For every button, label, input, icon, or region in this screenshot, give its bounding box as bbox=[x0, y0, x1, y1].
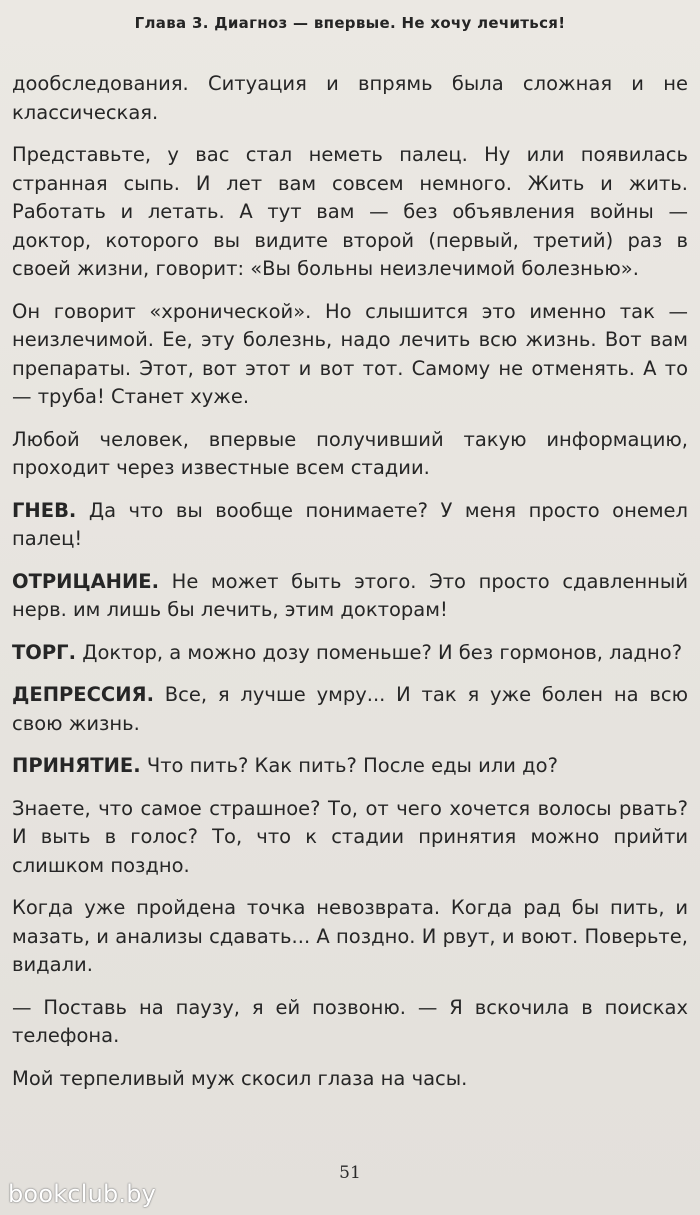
stage-label: ПРИНЯТИЕ. bbox=[12, 754, 141, 777]
stage-paragraph-acceptance bbox=[12, 752, 688, 781]
paragraph: Он говорит «хронической». Но слышится это именно так — неизлечимой. Ее, эту болезнь, надо лечить всю жизнь. Вот вам препараты. Этот, вот этот и вот тот. Самому не отменять. А то — труба! Станет хуже. bbox=[12, 299, 688, 408]
paragraph: Представьте, у вас стал неметь палец. Ну или появилась странная сыпь. И лет вам совсем немного. Жить и жить. Работать и летать. А тут вам — без объявления войны — доктор, которого вы видите второй (первый, третий) раз в своей жизни, говорит: «Вы больны неизлечимой болезнью». bbox=[12, 143, 688, 280]
stage-paragraph-depression bbox=[12, 681, 688, 738]
paragraph: Знаете, что самое страшное? То, от чего хочется волосы рвать? И выть в голос? То, что к стадии принятия можно прийти слишком поздно. bbox=[12, 796, 688, 877]
page-number: 51 bbox=[339, 1163, 361, 1183]
paragraph: — Поставь на паузу, я ей позвоню. — Я вскочила в поисках телефона. bbox=[12, 995, 688, 1047]
stage-paragraph-denial bbox=[12, 568, 688, 625]
paragraph: Любой человек, впервые получивший такую информацию, проходит через известные всем стадии. bbox=[12, 427, 688, 479]
stage-label: ДЕПРЕССИЯ. bbox=[12, 683, 154, 706]
running-header: Глава 3. Диагноз — впервые. Не хочу лечиться! bbox=[134, 14, 566, 32]
page-body bbox=[12, 70, 688, 1107]
stage-text: Все, я лучше умру... И так я уже болен на всю свою жизнь. bbox=[12, 683, 688, 735]
stage-paragraph-anger bbox=[12, 497, 688, 554]
stage-label: ТОРГ. bbox=[12, 640, 77, 664]
paragraph: Когда уже пройдена точка невозврата. Когда рад бы пить, и мазать, и анализы сдавать... А поздно. И рвут, и воют. Поверьте, видали. bbox=[12, 896, 688, 976]
stage-text: Не может быть этого. Это просто сдавленный нерв. им лишь бы лечить, этим докторам! bbox=[12, 569, 688, 621]
stage-text: Что пить? Как пить? После еды или до? bbox=[140, 754, 558, 777]
paragraph: Мой терпеливый муж скосил глаза на часы. bbox=[12, 1066, 468, 1090]
watermark: bookclub.by bbox=[8, 1180, 157, 1208]
stage-paragraph-bargaining bbox=[12, 639, 688, 668]
paragraph: дообследования. Ситуация и впрямь была сложная и не классическая. bbox=[12, 72, 688, 124]
stage-text: Доктор, а можно дозу поменьше? И без гормонов, ладно? bbox=[76, 640, 683, 664]
stage-text: Да что вы вообще понимаете? У меня просто онемел палец! bbox=[12, 498, 688, 550]
stage-label: ОТРИЦАНИЕ. bbox=[12, 569, 160, 593]
stage-label: ГНЕВ. bbox=[12, 498, 77, 522]
